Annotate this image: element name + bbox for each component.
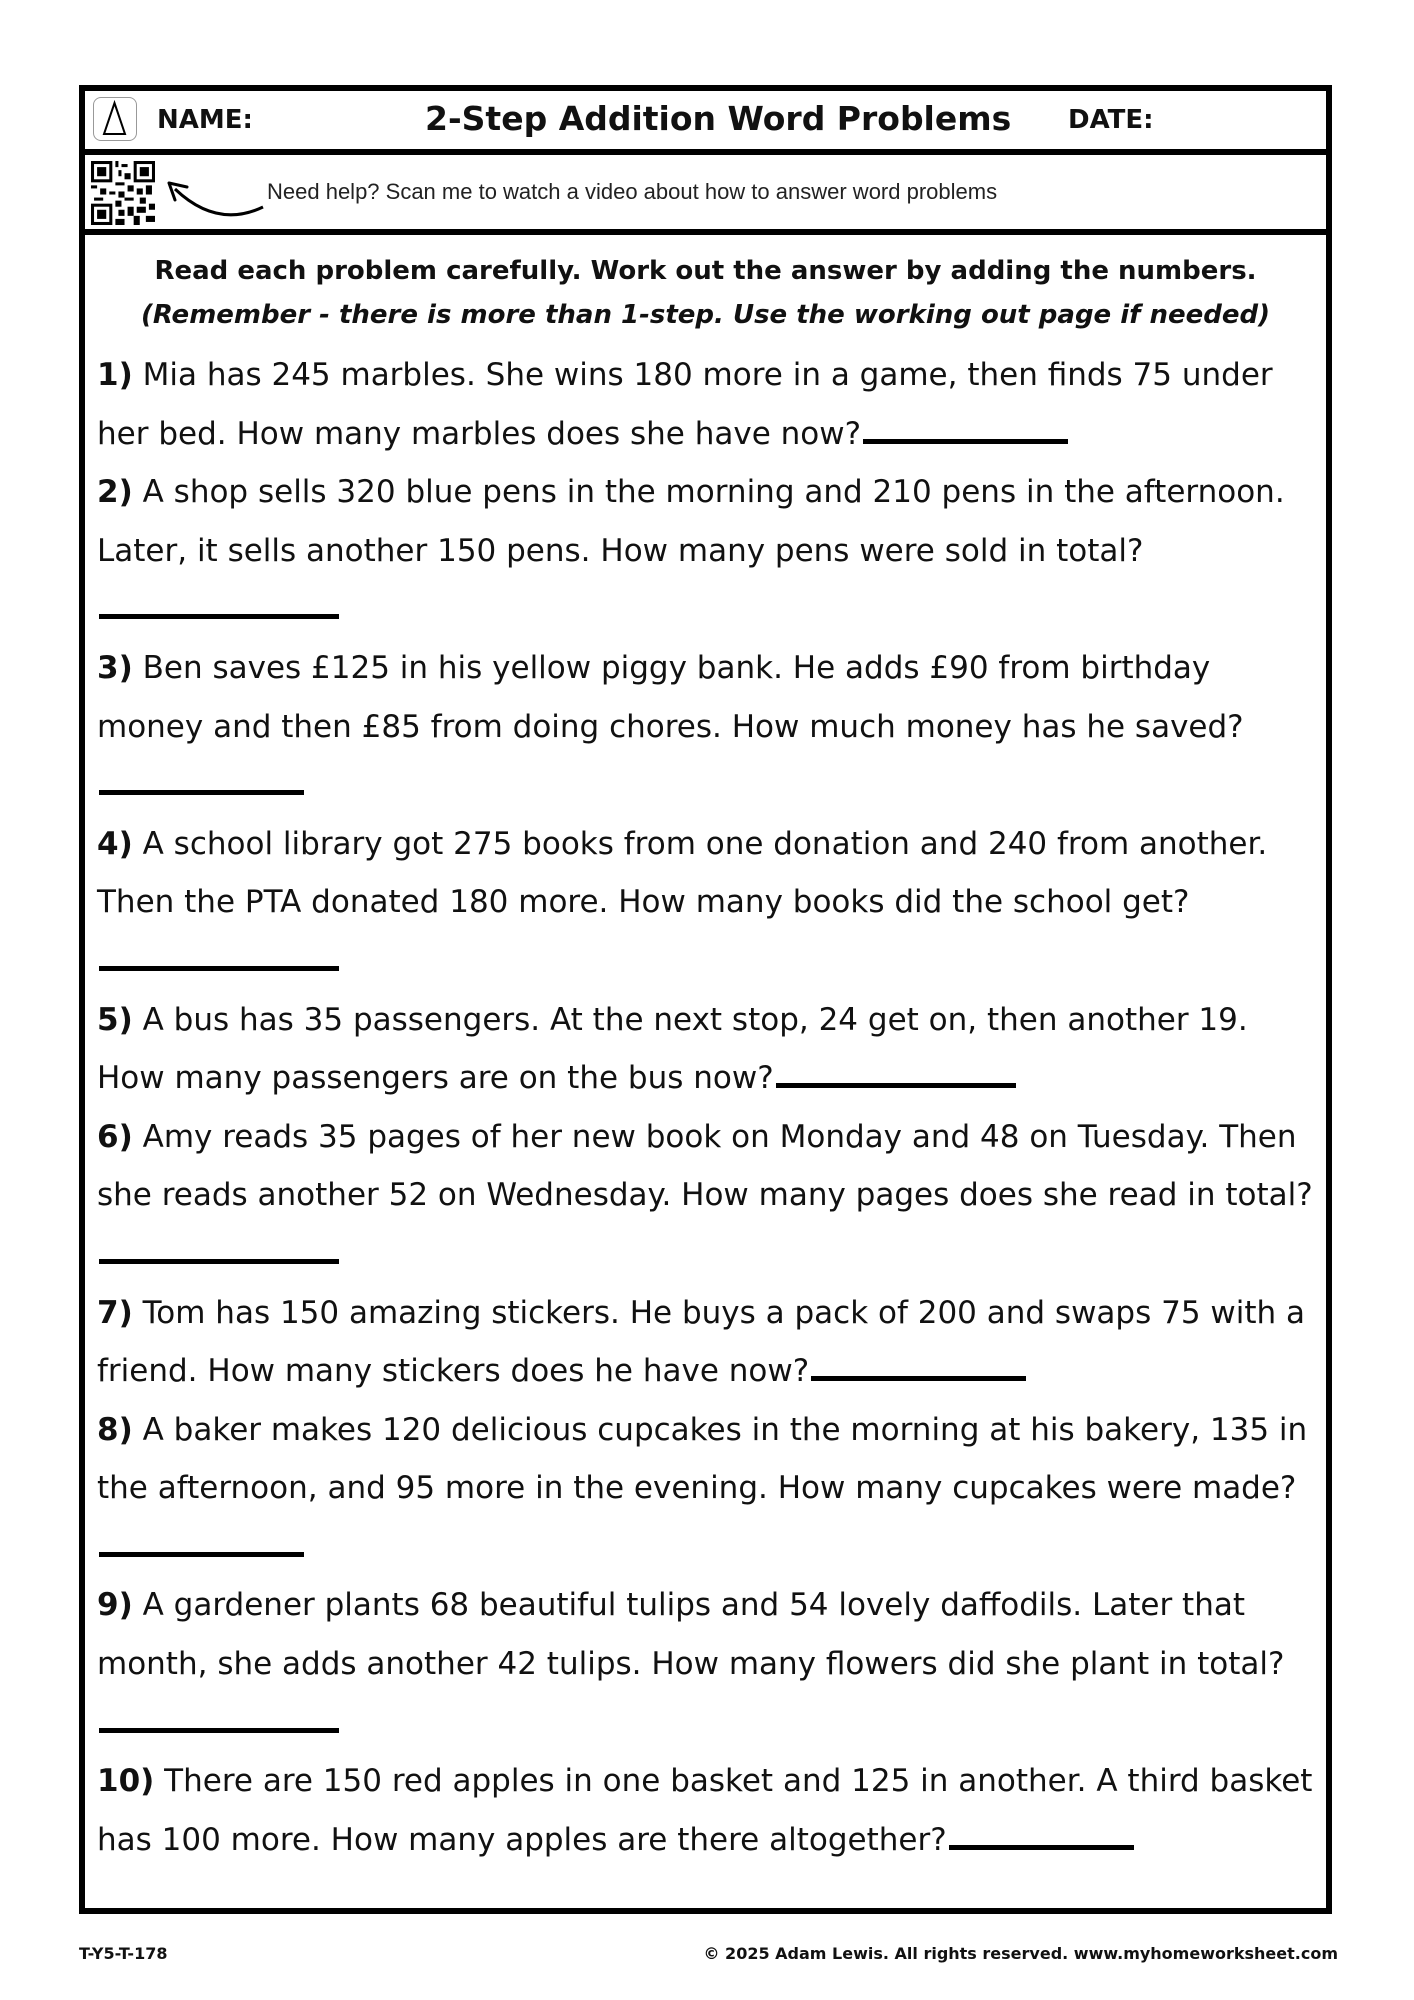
help-text: Need help? Scan me to watch a video about how to answer word problems [267,179,998,204]
problem-text: Mia has 245 marbles. She wins 180 more in a game, then finds 75 under her bed. How many marbles does she have now? [97,357,1273,452]
problem-2 [97,463,1319,639]
problem-10 [97,1752,1319,1869]
problem-number: 4) [97,825,133,862]
instructions [85,249,1326,337]
answer-blank[interactable] [776,1051,1016,1088]
answer-blank[interactable] [99,934,339,971]
answer-blank[interactable] [99,582,339,619]
name-label: NAME: [157,105,253,135]
logo-icon [93,97,137,141]
instructions-line-2: (Remember - there is more than 1-step. Use the working out page if needed) [140,300,1271,330]
problem-8 [97,1401,1319,1577]
problem-9 [97,1576,1319,1752]
problem-3 [97,639,1319,815]
problem-4 [97,815,1319,991]
problem-number: 7) [97,1294,133,1331]
problem-5 [97,991,1319,1108]
problem-1 [97,346,1319,463]
problem-text: A baker makes 120 delicious cupcakes in the morning at his bakery, 135 in the afternoon, and 95 more in the evening. How many cupcakes were made? [97,1411,1308,1507]
problem-6 [97,1108,1319,1284]
date-label: DATE: [1068,105,1154,135]
problem-number: 1) [97,357,133,393]
answer-blank[interactable] [949,1813,1134,1850]
help-row [85,155,1326,235]
instructions-line-1: Read each problem carefully. Work out the answer by adding the numbers. [154,256,1257,286]
worksheet-frame [79,85,1332,1914]
answer-blank[interactable] [99,1520,304,1557]
answer-blank[interactable] [99,1696,339,1733]
page-title: 2-Step Addition Word Problems [425,99,1012,138]
answer-blank[interactable] [863,407,1068,444]
problem-number: 6) [97,1118,133,1155]
header-row [85,91,1326,155]
problem-number: 2) [97,474,133,511]
problem-text: A bus has 35 passengers. At the next stop, 24 get on, then another 19. How many passengers are on the bus now? [97,1001,1248,1097]
problem-text: Tom has 150 amazing stickers. He buys a pack of 200 and swaps 75 with a friend. How many stickers does he have now? [97,1294,1306,1390]
problem-text: Amy reads 35 pages of her new book on Monday and 48 on Tuesday. Then she reads another 52 on Wednesday. How many pages does she read in total? [97,1118,1313,1214]
worksheet-code: T-Y5-T-178 [79,1944,168,1963]
problem-number: 5) [97,1001,133,1038]
problem-text: A shop sells 320 blue pens in the morning and 210 pens in the afternoon. Later, it sells another 150 pens. How many pens were sold in total? [97,474,1285,569]
answer-blank[interactable] [99,1227,339,1264]
problem-text: A gardener plants 68 beautiful tulips and 54 lovely daffodils. Later that month, she adds another 42 tulips. How many flowers did she plant in total? [97,1587,1285,1683]
problem-number: 9) [97,1587,133,1624]
problem-text: A school library got 275 books from one donation and 240 from another. Then the PTA donated 180 more. How many books did the school get? [97,825,1268,921]
answer-blank[interactable] [811,1344,1026,1381]
problem-number: 10) [97,1763,155,1800]
problem-number: 3) [97,649,133,686]
answer-blank[interactable] [99,758,304,795]
problem-number: 8) [97,1411,133,1448]
problem-7 [97,1284,1319,1401]
curved-arrow-icon [157,173,267,223]
problem-text: There are 150 red apples in one basket and 125 in another. A third basket has 100 more. How many apples are there altogether? [97,1763,1313,1858]
problem-list [97,346,1319,1869]
qr-code-icon[interactable] [91,161,155,225]
problem-text: Ben saves £125 in his yellow piggy bank. He adds £90 from birthday money and then £85 from doing chores. How much money has he saved? [97,649,1244,745]
copyright-notice: © 2025 Adam Lewis. All rights reserved. www.myhomeworksheet.com [703,1944,1338,1963]
